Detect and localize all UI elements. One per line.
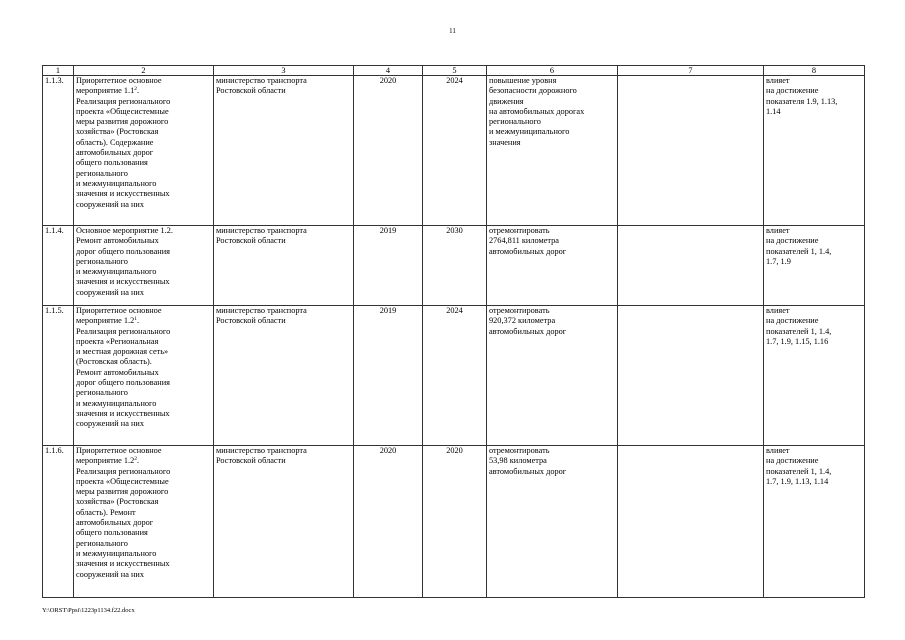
text-line: министерство транспорта bbox=[216, 76, 307, 85]
indicator-link bbox=[764, 446, 865, 598]
text-fragment: Приоритетное основное bbox=[76, 306, 162, 315]
text-line: сооружений на них bbox=[76, 569, 144, 579]
text-line: Ростовской области bbox=[216, 86, 286, 96]
text-line: хозяйства» (Ростовская bbox=[76, 127, 159, 137]
text-line: регионального bbox=[76, 168, 128, 178]
text-line: общего пользования bbox=[76, 528, 148, 538]
measure-title bbox=[74, 226, 214, 306]
expected-result bbox=[487, 226, 618, 306]
text-line: автомобильных дорог bbox=[489, 466, 567, 476]
footnote-mark: 2 bbox=[134, 86, 138, 93]
text-line: проекта «Региональная bbox=[76, 336, 159, 346]
text-line: 53,98 километра bbox=[489, 456, 547, 466]
file-path-footer: Y:\ORST\Ppsi\1223p1134.f22.docx bbox=[42, 607, 135, 614]
text-fragment: . bbox=[137, 456, 140, 466]
text-line: Ростовской области bbox=[216, 456, 286, 466]
text-line: и межмуниципального bbox=[76, 398, 157, 408]
table-row bbox=[43, 306, 865, 446]
text-line: влияет bbox=[766, 446, 790, 455]
measure-number: 1.1.4. bbox=[43, 226, 74, 306]
text-line: сооружений на них bbox=[76, 419, 144, 429]
text-line: сооружений на них bbox=[76, 199, 144, 209]
column-header: 6 bbox=[487, 66, 618, 76]
text-line: влияет bbox=[766, 306, 790, 315]
empty-cell bbox=[618, 226, 764, 306]
indicator-link bbox=[764, 226, 865, 306]
empty-cell bbox=[618, 76, 764, 226]
text-line bbox=[76, 86, 211, 96]
text-line: отремонтировать bbox=[489, 226, 550, 235]
column-header: 2 bbox=[74, 66, 214, 76]
text-line: на достижение bbox=[766, 86, 819, 96]
start-year: 2020 bbox=[354, 76, 423, 226]
footnote-mark: 1 bbox=[134, 316, 138, 323]
end-year: 2024 bbox=[423, 76, 487, 226]
text-line: министерство транспорта bbox=[216, 446, 307, 455]
text-line: область). Содержание bbox=[76, 137, 154, 147]
executor bbox=[214, 306, 354, 446]
text-line: министерство транспорта bbox=[216, 306, 307, 315]
text-line: общего пользования bbox=[76, 158, 148, 168]
text-line: область). Ремонт bbox=[76, 507, 136, 517]
indicator-link bbox=[764, 76, 865, 226]
text-line bbox=[76, 446, 211, 456]
column-number-row bbox=[43, 66, 865, 76]
start-year: 2019 bbox=[354, 306, 423, 446]
measure-title bbox=[74, 446, 214, 598]
text-line: Ремонт автомобильных bbox=[76, 236, 159, 246]
text-line: и местная дорожная сеть» bbox=[76, 347, 169, 357]
expected-result bbox=[487, 446, 618, 598]
measure-number: 1.1.6. bbox=[43, 446, 74, 598]
executor bbox=[214, 226, 354, 306]
text-line: значения и искусственных bbox=[76, 277, 170, 287]
text-line: автомобильных дорог bbox=[76, 148, 154, 158]
text-line: значения и искусственных bbox=[76, 408, 170, 418]
text-fragment: мероприятие 1.1 bbox=[76, 86, 135, 96]
expected-result bbox=[487, 306, 618, 446]
measure-title bbox=[74, 76, 214, 226]
text-line: Ремонт автомобильных bbox=[76, 367, 159, 377]
column-header: 7 bbox=[618, 66, 764, 76]
text-line: проекта «Общесистемные bbox=[76, 476, 169, 486]
text-line: показателей 1, 1.4, bbox=[766, 326, 832, 336]
text-line: меры развития дорожного bbox=[76, 487, 169, 497]
text-line: на автомобильных дорогах bbox=[489, 106, 585, 116]
text-line: значения и искусственных bbox=[76, 559, 170, 569]
text-line: отремонтировать bbox=[489, 446, 550, 455]
measure-number: 1.1.5. bbox=[43, 306, 74, 446]
empty-cell bbox=[618, 446, 764, 598]
text-line: Реализация регионального bbox=[76, 326, 171, 336]
text-line: Реализация регионального bbox=[76, 96, 171, 106]
text-line: повышение уровня bbox=[489, 76, 557, 85]
text-fragment: . bbox=[137, 86, 140, 96]
text-line bbox=[76, 306, 211, 316]
text-line: значения и искусственных bbox=[76, 189, 170, 199]
text-line: безопасности дорожного bbox=[489, 86, 577, 96]
text-line: и межмуниципального bbox=[76, 548, 157, 558]
indicator-link bbox=[764, 306, 865, 446]
text-fragment: Приоритетное основное bbox=[76, 76, 162, 85]
text-line: 920,372 километра bbox=[489, 316, 556, 326]
executor bbox=[214, 76, 354, 226]
text-line: и межмуниципального bbox=[76, 178, 157, 188]
footnote-mark: 2 bbox=[134, 456, 138, 463]
text-line: 1.7, 1.9, 1.15, 1.16 bbox=[766, 336, 829, 346]
text-line: 1.14 bbox=[766, 106, 781, 116]
text-line: значения bbox=[489, 137, 521, 147]
column-header: 3 bbox=[214, 66, 354, 76]
text-line: влияет bbox=[766, 76, 790, 85]
text-line: автомобильных дорог bbox=[489, 326, 567, 336]
text-line: 2764,811 километра bbox=[489, 236, 559, 246]
start-year: 2020 bbox=[354, 446, 423, 598]
text-line: автомобильных дорог bbox=[76, 518, 154, 528]
measures-table bbox=[42, 65, 865, 598]
text-line: дорог общего пользования bbox=[76, 378, 170, 388]
measure-number: 1.1.3. bbox=[43, 76, 74, 226]
end-year: 2024 bbox=[423, 306, 487, 446]
text-line: на достижение bbox=[766, 316, 819, 326]
column-header: 4 bbox=[354, 66, 423, 76]
text-fragment: Основное мероприятие 1.2. bbox=[76, 226, 173, 235]
text-line: Ростовской области bbox=[216, 316, 286, 326]
text-line: на достижение bbox=[766, 236, 819, 246]
text-line: показателей 1, 1.4, bbox=[766, 246, 832, 256]
text-fragment: . bbox=[137, 316, 140, 326]
start-year: 2019 bbox=[354, 226, 423, 306]
text-line: сооружений на них bbox=[76, 287, 144, 297]
text-line: 1.7, 1.9 bbox=[766, 256, 791, 266]
text-line: влияет bbox=[766, 226, 790, 235]
column-header: 1 bbox=[43, 66, 74, 76]
text-line: показателей 1, 1.4, bbox=[766, 466, 832, 476]
text-fragment: Приоритетное основное bbox=[76, 446, 162, 455]
empty-cell bbox=[618, 306, 764, 446]
text-line: отремонтировать bbox=[489, 306, 550, 315]
text-line: автомобильных дорог bbox=[489, 246, 567, 256]
text-line: дорог общего пользования bbox=[76, 246, 170, 256]
text-line bbox=[76, 76, 211, 86]
text-line: (Ростовская область). bbox=[76, 357, 152, 367]
text-line bbox=[76, 456, 211, 466]
text-line: министерство транспорта bbox=[216, 226, 307, 235]
expected-result bbox=[487, 76, 618, 226]
text-line: проекта «Общесистемные bbox=[76, 106, 169, 116]
text-line: регионального bbox=[76, 388, 128, 398]
end-year: 2030 bbox=[423, 226, 487, 306]
measure-title bbox=[74, 306, 214, 446]
text-line: регионального bbox=[76, 256, 128, 266]
text-line: 1.7, 1.9, 1.13, 1.14 bbox=[766, 476, 829, 486]
text-fragment: мероприятие 1.2 bbox=[76, 316, 135, 326]
text-line: меры развития дорожного bbox=[76, 117, 169, 127]
column-header: 8 bbox=[764, 66, 865, 76]
text-line: Реализация регионального bbox=[76, 466, 171, 476]
text-line: на достижение bbox=[766, 456, 819, 466]
table-row bbox=[43, 226, 865, 306]
text-line bbox=[76, 316, 211, 326]
text-line bbox=[76, 226, 211, 236]
text-fragment: мероприятие 1.2 bbox=[76, 456, 135, 466]
text-line: и межмуниципального bbox=[489, 127, 570, 137]
text-line: регионального bbox=[489, 117, 541, 127]
text-line: движения bbox=[489, 96, 524, 106]
table-row bbox=[43, 76, 865, 226]
text-line: показателя 1.9, 1.13, bbox=[766, 96, 838, 106]
end-year: 2020 bbox=[423, 446, 487, 598]
executor bbox=[214, 446, 354, 598]
text-line: Ростовской области bbox=[216, 236, 286, 246]
text-line: хозяйства» (Ростовская bbox=[76, 497, 159, 507]
table-row bbox=[43, 446, 865, 598]
text-line: и межмуниципального bbox=[76, 267, 157, 277]
page-number: 11 bbox=[449, 27, 456, 35]
column-header: 5 bbox=[423, 66, 487, 76]
text-line: регионального bbox=[76, 538, 128, 548]
